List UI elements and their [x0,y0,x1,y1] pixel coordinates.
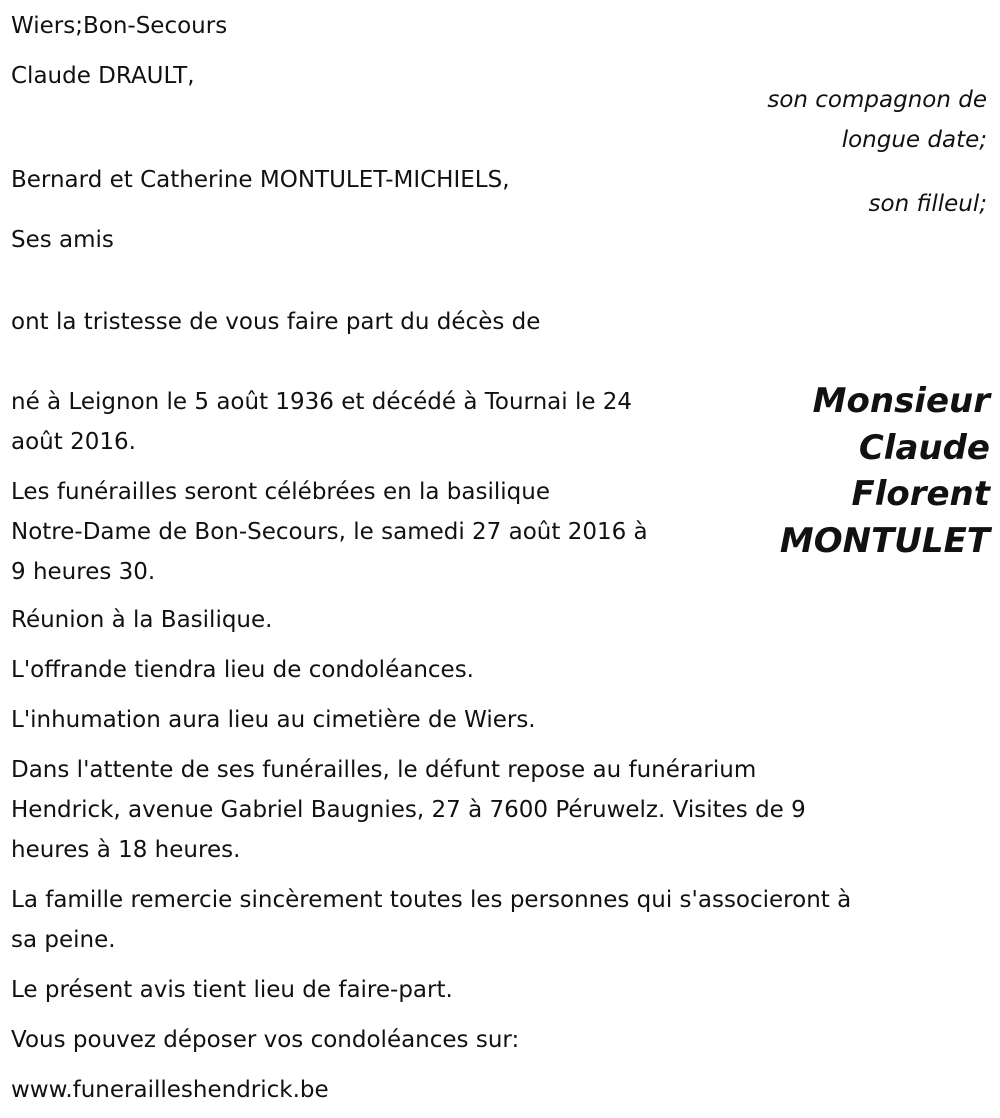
funeral-line: 9 heures 30. [11,559,156,585]
inhumation-text: L'inhumation aura lieu au cimetière de Wiers. [11,707,536,733]
deceased-first-name: Claude [858,427,990,468]
family-relation: son compagnon de [767,87,987,113]
funeral-line: Les funérailles seront célébrées en la basilique [11,479,550,505]
offrande-text: L'offrande tiendra lieu de condoléances. [11,657,474,683]
family-member-name: Claude DRAULT, [11,63,195,89]
reunion-text: Réunion à la Basilique. [11,607,273,633]
birth-death-line: né à Leignon le 5 août 1936 et décédé à Tournai le 24 [11,389,633,415]
family-member-name: Ses amis [11,227,114,253]
deceased-title: Monsieur [812,381,990,421]
remerciements-line: La famille remercie sincèrement toutes les personnes qui s'associeront à [11,887,852,913]
deceased-name [780,378,990,564]
family-relation: longue date; [841,127,987,153]
repose-line: heures à 18 heures. [11,837,241,863]
family-member-name: Bernard et Catherine MONTULET-MICHIELS, [11,167,510,193]
faire-part-text: Le présent avis tient lieu de faire-part. [11,977,453,1003]
family-relation: son filleul; [868,191,987,217]
website-link[interactable]: www.funerailleshendrick.be [11,1077,329,1103]
funeral-line: Notre-Dame de Bon-Secours, le samedi 27 août 2016 à [11,519,648,545]
location-line: Wiers;Bon-Secours [11,13,228,39]
birth-death-line: août 2016. [11,429,136,455]
announcement-text: ont la tristesse de vous faire part du décès de [11,309,541,335]
repose-line: Dans l'attente de ses funérailles, le défunt repose au funérarium [11,757,757,783]
remerciements-line: sa peine. [11,927,116,953]
condoleances-text: Vous pouvez déposer vos condoléances sur: [11,1027,520,1053]
deceased-middle-name: Florent [851,474,990,514]
repose-line: Hendrick, avenue Gabriel Baugnies, 27 à 7600 Péruwelz. Visites de 9 [11,797,806,823]
deceased-last-name: MONTULET [779,520,990,561]
